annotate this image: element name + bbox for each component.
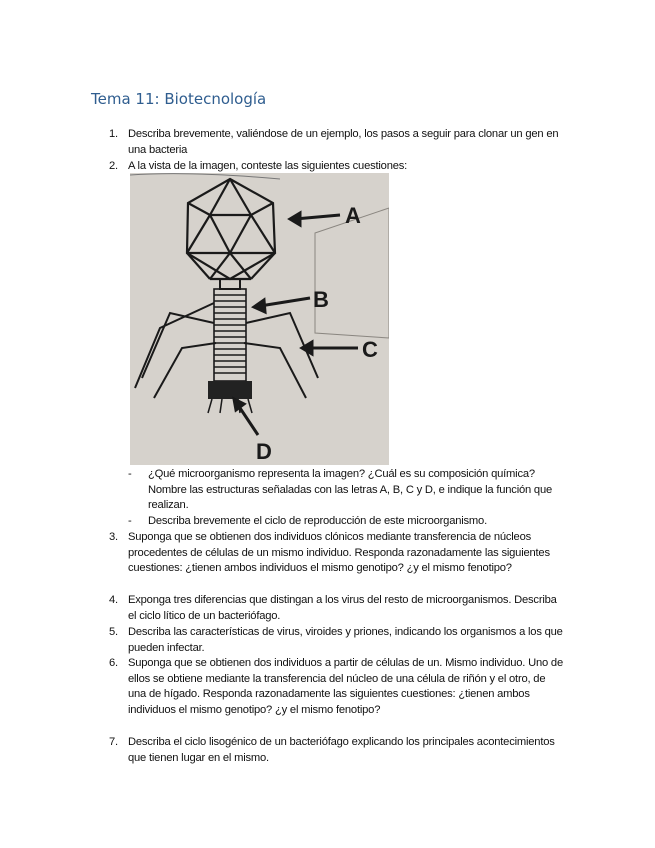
label-d: D: [256, 439, 272, 464]
question-number: 1.: [109, 128, 118, 140]
bullet-dash: -: [128, 468, 132, 480]
question-6: [109, 656, 566, 718]
question-text: Exponga tres diferencias que distingan a los virus del resto de microorganismos. Describa el ciclo lítico de un bacteriófago.: [128, 594, 557, 622]
label-b: B: [313, 287, 329, 312]
question-text: Suponga que se obtienen dos individuos a partir de células de un. Mismo individuo. Uno de ellos se obtiene mediante la transferencia del núcleo de una célula de riñón y el otro, de una de hígado. Responda razonadamente las siguientes cuestiones: ¿tienen ambos individuos el mismo genotipo? ¿y el mismo fenotipo?: [128, 657, 563, 716]
question-text: Suponga que se obtienen dos individuos clónicos mediante transferencia de núcleos procedentes de células de un mismo individuo. Responda razonadamente las siguientes cuestiones: ¿tienen ambos individuos el mismo genotipo? ¿y el mismo fenotipo?: [128, 531, 550, 574]
question-number: 4.: [109, 594, 118, 606]
question-number: 7.: [109, 736, 118, 748]
subquestion-text: ¿Qué microorganismo representa la imagen? ¿Cuál es su composición química? Nombre las estructuras señaladas con las letras A, B, C y D, e indique la función que realizan.: [148, 468, 552, 511]
question-1: [109, 127, 566, 158]
question-number: 3.: [109, 531, 118, 543]
label-c: C: [362, 337, 378, 362]
question-5: [109, 625, 566, 656]
question-text: Describa las características de virus, viroides y priones, indicando los organismos a los que pueden infectar.: [128, 626, 563, 654]
bullet-dash: -: [128, 515, 132, 527]
question-7: [109, 735, 566, 766]
base-plate: [208, 381, 252, 399]
question-4: [109, 593, 566, 624]
label-a: A: [345, 203, 361, 228]
question-number: 5.: [109, 626, 118, 638]
bacteriophage-photo: [130, 173, 389, 465]
question-number: 6.: [109, 657, 118, 669]
question-3: [109, 530, 566, 577]
subquestion-text: Describa brevemente el ciclo de reproducción de este microorganismo.: [148, 515, 487, 527]
subquestion-2: [128, 514, 568, 530]
question-text: Describa brevemente, valiéndose de un ejemplo, los pasos a seguir para clonar un gen en una bacteria: [128, 128, 559, 156]
question-text: A la vista de la imagen, conteste las siguientes cuestiones:: [128, 160, 408, 172]
page-title: Tema 11: Biotecnología: [91, 90, 267, 108]
question-number: 2.: [109, 160, 118, 172]
question-text: Describa el ciclo lisogénico de un bacteriófago explicando los principales acontecimientos que tienen lugar en el mismo.: [128, 736, 555, 764]
subquestion-1: [128, 467, 568, 514]
